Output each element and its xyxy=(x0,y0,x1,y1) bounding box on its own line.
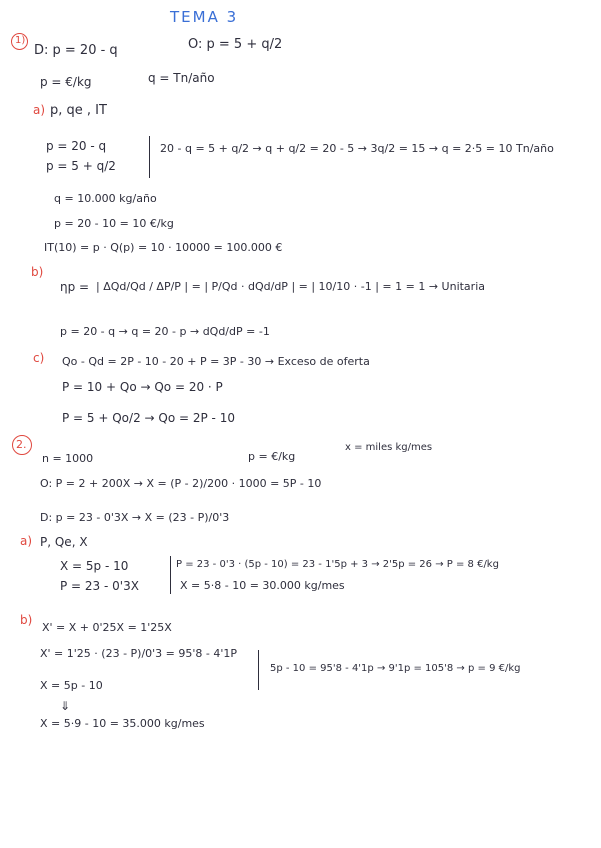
supply-x-b: X = 5p - 10 xyxy=(40,679,103,692)
supply-equation: O: p = 5 + q/2 xyxy=(188,37,283,52)
new-demand: X' = 1'25 · (23 - P)/0'3 = 95'8 - 4'1P xyxy=(40,647,238,660)
part-2a-header: P, Qe, X xyxy=(40,535,88,549)
part-2a-marker: a) xyxy=(20,534,33,548)
equilibrium-price: p = 20 - 10 = 10 €/kg xyxy=(54,217,174,230)
qo-line-1: P = 10 + Qo → Qo = 20 · P xyxy=(62,380,223,394)
equilibrium-x-2b: X = 5·9 - 10 = 35.000 kg/mes xyxy=(40,717,205,730)
quantity-units: q = Tn/año xyxy=(148,71,215,85)
equilibrium-solve: 20 - q = 5 + q/2 → q + q/2 = 20 - 5 → 3q/2 = 15 → q = 2·5 = 10 Tn/año xyxy=(160,142,554,155)
demand-equation: D: p = 20 - q xyxy=(34,43,118,58)
price-units-2: p = €/kg xyxy=(248,450,296,463)
part-c-marker: c) xyxy=(33,351,45,365)
supply-x-a: X = 5p - 10 xyxy=(60,559,129,573)
system-brace xyxy=(149,136,150,178)
part-b-marker: b) xyxy=(31,265,44,279)
total-revenue: IT(10) = p · Q(p) = 10 · 10000 = 100.000 € xyxy=(44,241,283,254)
qo-line-2: P = 5 + Qo/2 → Qo = 2P - 10 xyxy=(62,411,235,425)
exercise-1-marker: 1) xyxy=(15,35,26,46)
n-value: n = 1000 xyxy=(42,452,94,465)
demand-eq-a: p = 20 - q xyxy=(46,139,107,153)
system-brace-2a xyxy=(170,556,171,594)
equilibrium-x-2a: X = 5·8 - 10 = 30.000 kg/mes xyxy=(180,579,345,592)
part-2b-marker: b) xyxy=(20,613,33,627)
implies-arrow: ⇓ xyxy=(60,699,71,713)
elasticity-label: ηp = xyxy=(60,280,90,294)
page-title: TEMA 3 xyxy=(170,8,239,26)
exercise-2-marker: 2. xyxy=(16,438,27,451)
demand-shift: X' = X + 0'25X = 1'25X xyxy=(42,621,172,634)
equilibrium-quantity: q = 10.000 kg/año xyxy=(54,192,157,205)
price-units: p = €/kg xyxy=(40,75,92,89)
equilibrium-solve-2a: P = 23 - 0'3 · (5p - 10) = 23 - 1'5p + 3 → 2'5p = 26 → P = 8 €/kg xyxy=(176,559,499,570)
part-a-marker: a) xyxy=(33,103,46,117)
demand-derivative: p = 20 - q → q = 20 - p → dQd/dP = -1 xyxy=(60,325,270,338)
supply-eq-a: p = 5 + q/2 xyxy=(46,159,116,173)
x-units: x = miles kg/mes xyxy=(345,442,433,453)
demand-equation-2: D: p = 23 - 0'3X → X = (23 - P)/0'3 xyxy=(40,511,230,524)
excess-supply: Qo - Qd = 2P - 10 - 20 + P = 3P - 30 → Exceso de oferta xyxy=(62,355,370,368)
elasticity-formula: | ΔQd/Qd / ΔP/P | = | P/Qd · dQd/dP | = | 10/10 · -1 | = 1 = 1 → Unitaria xyxy=(96,280,485,293)
demand-x-a: P = 23 - 0'3X xyxy=(60,579,139,593)
equilibrium-solve-2b: 5p - 10 = 95'8 - 4'1p → 9'1p = 105'8 → p = 9 €/kg xyxy=(270,663,521,674)
part-a-header: p, qe , IT xyxy=(50,103,107,118)
supply-equation-2: O: P = 2 + 200X → X = (P - 2)/200 · 1000 = 5P - 10 xyxy=(40,477,322,490)
system-brace-2b xyxy=(258,650,259,690)
